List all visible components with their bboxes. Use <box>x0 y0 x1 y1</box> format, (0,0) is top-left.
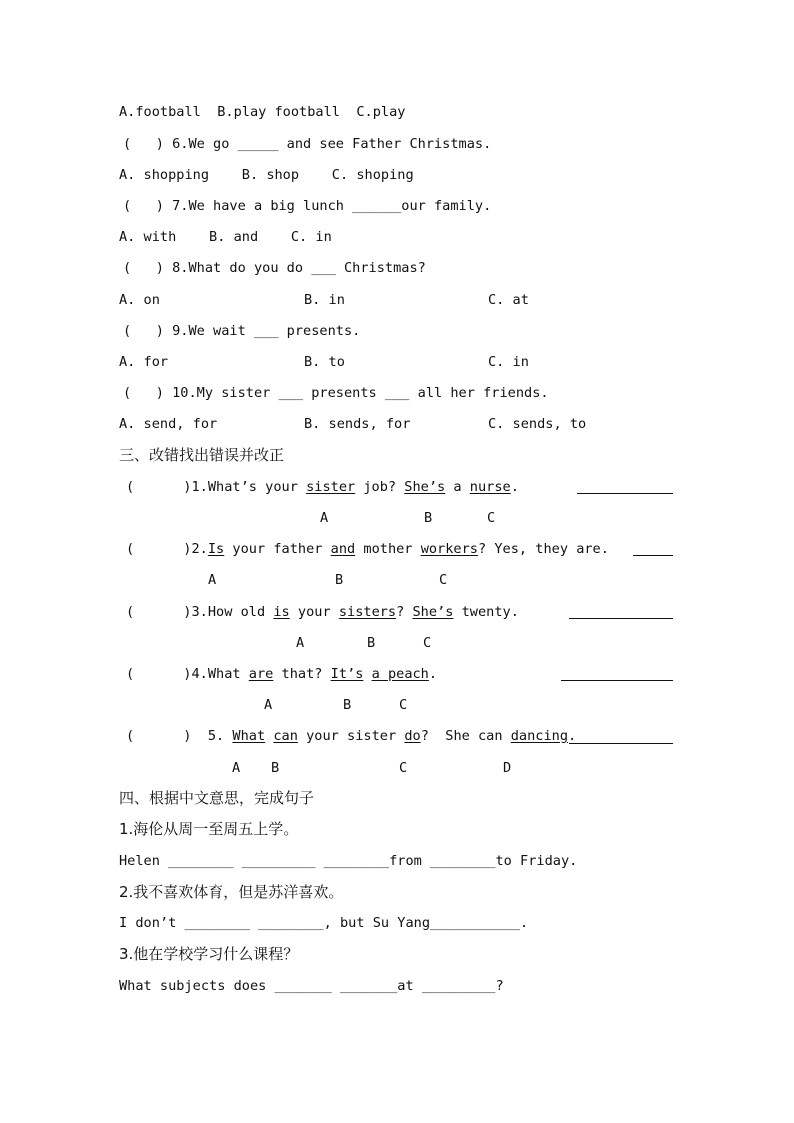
underlined-c: workers <box>420 541 478 557</box>
underlined-c: She’s <box>412 604 454 620</box>
item-number: 3. <box>191 604 208 620</box>
q8-option-c: C. at <box>488 292 529 308</box>
choice-letter-b: B <box>335 572 344 588</box>
question-text: 7.We have a big lunch ______our family. <box>172 198 492 214</box>
translation-1-chinese: 1.海伦从周一至周五上学。 <box>119 820 299 838</box>
q8-option-a: A. on <box>119 292 160 308</box>
item-number: 5. <box>207 728 225 744</box>
sentence-text: ? She can <box>420 728 511 744</box>
item-number: 2. <box>191 541 208 557</box>
correction-blank[interactable] <box>569 618 673 619</box>
q9-option-c: C. in <box>488 354 529 370</box>
sentence-text: How old <box>207 604 274 620</box>
underlined-b: sisters <box>338 604 397 620</box>
q9-option-a: A. for <box>119 354 169 370</box>
sentence-text: . <box>510 479 519 495</box>
sentence-text: your father <box>224 541 331 557</box>
correction-blank[interactable] <box>577 493 673 494</box>
choice-letter-a: A <box>208 572 217 588</box>
choice-letter-c: C <box>399 760 408 776</box>
choice-letter-a: A <box>232 760 241 776</box>
error-item-2 <box>126 540 609 558</box>
choice-letter-c: C <box>439 572 448 588</box>
q7-options: A. with B. and C. in <box>119 229 332 245</box>
question-text: 8.What do you do ___ Christmas? <box>172 260 426 276</box>
sentence-text: job? <box>355 479 405 495</box>
underlined-b: and <box>330 541 356 557</box>
translation-3-english[interactable]: What subjects does _______ _______at _________? <box>119 978 504 994</box>
sentence-text: twenty. <box>453 604 519 620</box>
underlined-a: is <box>273 604 290 620</box>
item-number: 1. <box>191 479 208 495</box>
sentence-text: . <box>568 728 577 744</box>
item-number: 4. <box>191 666 208 682</box>
q10-option-b: B. sends, for <box>304 416 411 432</box>
answer-paren[interactable]: ( ) <box>123 323 164 339</box>
error-item-5 <box>126 727 576 745</box>
sentence-text: What <box>207 666 249 682</box>
underlined-b: can <box>273 728 298 744</box>
underlined-c: a peach <box>371 666 429 682</box>
q7-line <box>123 197 491 215</box>
underlined-b: She’s <box>404 479 446 495</box>
choice-letter-c: C <box>399 697 408 713</box>
underlined-c: do <box>404 728 421 744</box>
q10-line <box>123 384 549 402</box>
sentence-text: your sister <box>297 728 405 744</box>
underlined-a: Is <box>207 541 225 557</box>
sentence-text: a <box>445 479 470 495</box>
sentence-text: mother <box>355 541 421 557</box>
choice-letter-c: C <box>487 510 496 526</box>
answer-paren[interactable]: ( ) <box>123 260 164 276</box>
sentence-text: . <box>428 666 438 682</box>
answer-paren[interactable]: ( ) <box>126 541 192 557</box>
error-item-1 <box>126 478 519 496</box>
correction-blank[interactable] <box>569 743 673 744</box>
question-text: 9.We wait ___ presents. <box>172 323 361 339</box>
section3-title: 三、改错找出错误并改正 <box>119 446 285 464</box>
q10-option-c: C. sends, to <box>488 416 587 432</box>
translation-1-english[interactable]: Helen ________ _________ ________from ________to Friday. <box>119 853 578 869</box>
correction-blank[interactable] <box>561 680 673 681</box>
sentence-text: What’s your <box>207 479 307 495</box>
sentence-text: your <box>289 604 339 620</box>
answer-paren[interactable]: ( ) <box>126 604 192 620</box>
underlined-d: dancing <box>510 728 569 744</box>
underlined-a: What <box>232 728 266 744</box>
answer-paren[interactable]: ( ) <box>126 479 192 495</box>
q9-line <box>123 322 360 340</box>
choice-letter-a: A <box>320 510 329 526</box>
underlined-b: It’s <box>330 666 364 682</box>
question-text: 6.We go _____ and see Father Christmas. <box>172 136 492 152</box>
sentence-text: ? <box>396 604 413 620</box>
underlined-a: sister <box>306 479 356 495</box>
q6-options: A. shopping B. shop C. shoping <box>119 167 414 183</box>
choice-letter-b: B <box>271 760 280 776</box>
translation-2-english[interactable]: I don’t ________ ________, but Su Yang___________. <box>119 915 529 931</box>
answer-paren[interactable]: ( ) <box>123 385 164 401</box>
q9-option-b: B. to <box>304 354 345 370</box>
error-item-4 <box>126 665 437 683</box>
answer-paren[interactable]: ( ) <box>123 198 164 214</box>
sentence-text: that? <box>273 666 331 682</box>
choice-letter-a: A <box>264 697 273 713</box>
sentence-text: ? Yes, they are. <box>477 541 609 557</box>
answer-paren[interactable]: ( ) <box>126 728 192 744</box>
q10-option-a: A. send, for <box>119 416 218 432</box>
underlined-a: are <box>248 666 274 682</box>
choice-letter-a: A <box>296 635 305 651</box>
choice-letter-b: B <box>424 510 433 526</box>
choice-letter-d: D <box>503 760 512 776</box>
translation-2-chinese: 2.我不喜欢体育，但是苏洋喜欢。 <box>119 883 344 901</box>
q8-line <box>123 259 426 277</box>
q5-options: A.football B.play football C.play <box>119 104 406 120</box>
translation-3-chinese: 3.他在学校学习什么课程？ <box>119 945 299 963</box>
choice-letter-b: B <box>343 697 352 713</box>
q6-line <box>123 135 491 153</box>
answer-paren[interactable]: ( ) <box>123 136 164 152</box>
question-text: 10.My sister ___ presents ___ all her friends. <box>172 385 549 401</box>
choice-letter-b: B <box>367 635 376 651</box>
q8-option-b: B. in <box>304 292 345 308</box>
answer-paren[interactable]: ( ) <box>126 666 192 682</box>
error-item-3 <box>126 603 519 621</box>
underlined-c: nurse <box>469 479 511 495</box>
sentence-text <box>363 666 371 682</box>
correction-blank[interactable] <box>633 555 673 556</box>
choice-letter-c: C <box>423 635 432 651</box>
section4-title: 四、根据中文意思，完成句子 <box>119 789 315 807</box>
